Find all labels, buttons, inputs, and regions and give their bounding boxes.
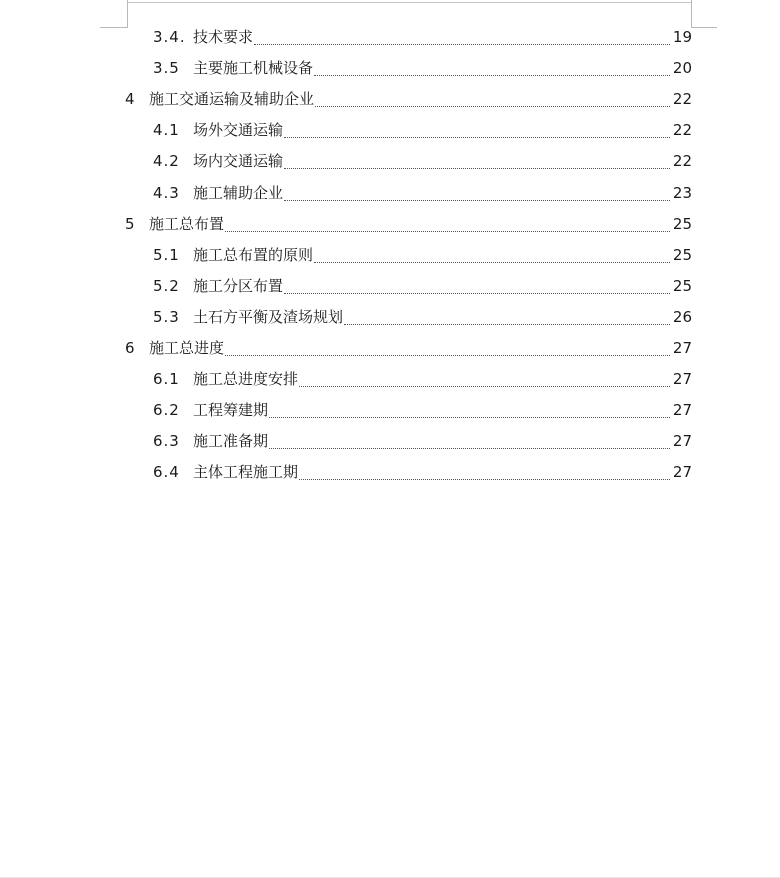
- header-margin-line: [127, 2, 691, 3]
- toc-entry-title: 技术要求: [193, 28, 254, 47]
- toc-entry-page-number: 19: [672, 28, 692, 47]
- toc-entry-3-4[interactable]: [0, 22, 780, 53]
- toc-entry-number: 4.3: [153, 183, 180, 202]
- toc-dot-leader: [314, 262, 670, 263]
- toc-entry-number: 6.3: [153, 432, 180, 451]
- toc-dot-leader: [284, 293, 670, 294]
- toc-entry-5-1[interactable]: [0, 240, 780, 271]
- toc-dot-leader: [299, 479, 670, 480]
- toc-entry-title: 施工总进度: [149, 338, 225, 357]
- toc-entry-title: 主体工程施工期: [193, 463, 299, 482]
- toc-entry-number: 3.5: [153, 59, 180, 78]
- toc-entry-4-3[interactable]: [0, 177, 780, 208]
- toc-entry-page-number: 27: [672, 370, 692, 389]
- toc-entry-4-1[interactable]: [0, 115, 780, 146]
- toc-entry-number: 4.1: [153, 121, 180, 140]
- toc-entry-title: 施工总进度安排: [193, 370, 299, 389]
- toc-entry-6-2[interactable]: [0, 395, 780, 426]
- toc-entry-page-number: 25: [672, 214, 692, 233]
- toc-entry-number: 6.4: [153, 463, 180, 482]
- toc-dot-leader: [299, 386, 670, 387]
- toc-dot-leader: [269, 448, 670, 449]
- toc-dot-leader: [225, 355, 670, 356]
- toc-dot-leader: [225, 231, 670, 232]
- toc-entry-5-2[interactable]: [0, 271, 780, 302]
- toc-entry-number: 6: [125, 338, 136, 357]
- toc-entry-4[interactable]: [0, 84, 780, 115]
- toc-entry-title: 场外交通运输: [193, 121, 284, 140]
- toc-dot-leader: [284, 200, 670, 201]
- toc-entry-page-number: 20: [672, 59, 692, 78]
- toc-entry-number: 5: [125, 214, 136, 233]
- toc-entry-title: 施工总布置: [149, 214, 225, 233]
- toc-dot-leader: [315, 106, 670, 107]
- toc-entry-page-number: 22: [672, 90, 692, 109]
- toc-dot-leader: [254, 44, 670, 45]
- toc-entry-page-number: 26: [672, 307, 692, 326]
- toc-entry-number: 4: [125, 90, 136, 109]
- toc-entry-page-number: 27: [672, 401, 692, 420]
- toc-entry-title: 施工准备期: [193, 432, 269, 451]
- toc-entry-4-2[interactable]: [0, 146, 780, 177]
- toc-entry-title: 主要施工机械设备: [193, 59, 314, 78]
- toc-dot-leader: [284, 137, 670, 138]
- toc-dot-leader: [344, 324, 670, 325]
- toc-dot-leader: [269, 417, 670, 418]
- toc-entry-page-number: 27: [672, 432, 692, 451]
- toc-entry-number: 3.4.: [153, 28, 186, 47]
- toc-entry-page-number: 25: [672, 245, 692, 264]
- toc-entry-page-number: 23: [672, 183, 692, 202]
- toc-entry-page-number: 25: [672, 276, 692, 295]
- toc-entry-number: 5.3: [153, 307, 180, 326]
- toc-entry-number: 6.1: [153, 370, 180, 389]
- toc-entry-title: 工程筹建期: [193, 401, 269, 420]
- toc-dot-leader: [284, 168, 670, 169]
- toc-entry-3-5[interactable]: [0, 53, 780, 84]
- toc-entry-title: 土石方平衡及渣场规划: [193, 307, 344, 326]
- toc-entry-page-number: 27: [672, 338, 692, 357]
- toc-entry-page-number: 27: [672, 463, 692, 482]
- toc-entry-title: 施工辅助企业: [193, 183, 284, 202]
- toc-entry-title: 施工分区布置: [193, 276, 284, 295]
- toc-entry-number: 5.2: [153, 276, 180, 295]
- toc-entry-number: 4.2: [153, 152, 180, 171]
- toc-entry-6-1[interactable]: [0, 364, 780, 395]
- toc-entry-title: 施工交通运输及辅助企业: [149, 90, 315, 109]
- toc-entry-page-number: 22: [672, 152, 692, 171]
- toc-entry-number: 6.2: [153, 401, 180, 420]
- toc-dot-leader: [314, 75, 670, 76]
- toc-entry-5[interactable]: [0, 209, 780, 240]
- toc-entry-title: 场内交通运输: [193, 152, 284, 171]
- toc-entry-number: 5.1: [153, 245, 180, 264]
- table-of-contents: [0, 22, 780, 488]
- toc-entry-6[interactable]: [0, 333, 780, 364]
- toc-entry-5-3[interactable]: [0, 302, 780, 333]
- toc-entry-6-3[interactable]: [0, 426, 780, 457]
- toc-entry-page-number: 22: [672, 121, 692, 140]
- toc-entry-6-4[interactable]: [0, 457, 780, 488]
- toc-entry-title: 施工总布置的原则: [193, 245, 314, 264]
